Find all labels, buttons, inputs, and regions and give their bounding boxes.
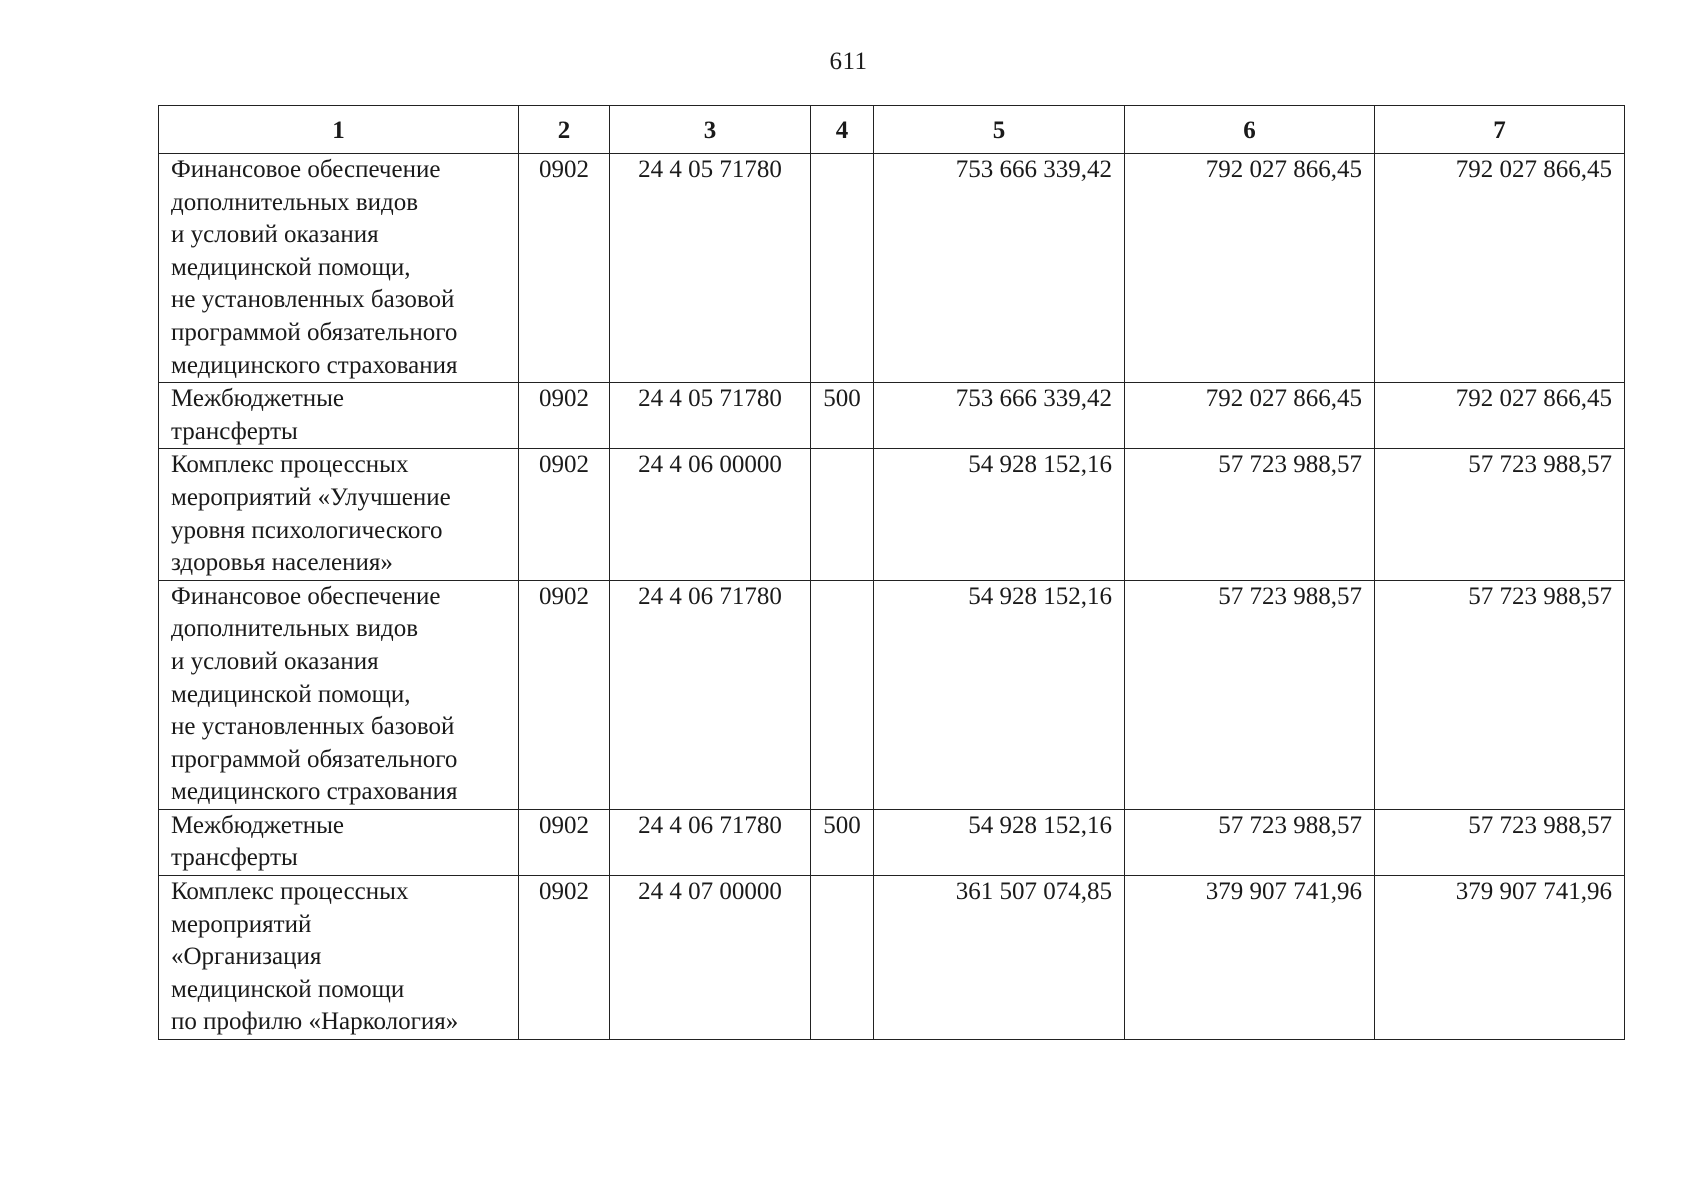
table-body	[159, 154, 1625, 1040]
row-name-line: мероприятий	[171, 910, 312, 938]
expense-type-cell	[811, 580, 874, 809]
amount-col-7-cell: 379 907 741,96	[1375, 876, 1625, 1040]
row-name-line: уровня психологического	[171, 516, 443, 544]
table-row	[159, 449, 1625, 580]
amount-col-5-cell: 54 928 152,16	[874, 580, 1125, 809]
row-name-line: Финансовое обеспечение	[171, 582, 441, 610]
section-code-cell: 0902	[519, 876, 610, 1040]
row-name-cell	[159, 383, 519, 449]
target-code-cell: 24 4 06 71780	[610, 809, 811, 875]
table-row	[159, 383, 1625, 449]
amount-col-7-cell: 57 723 988,57	[1375, 809, 1625, 875]
target-code-cell: 24 4 06 71780	[610, 580, 811, 809]
row-name-cell	[159, 809, 519, 875]
row-name-line: по профилю «Наркология»	[171, 1008, 459, 1036]
amount-col-7-cell: 57 723 988,57	[1375, 449, 1625, 580]
row-name-cell	[159, 580, 519, 809]
row-name-line: и условий оказания	[171, 647, 379, 675]
row-name-line: медицинской помощи,	[171, 680, 411, 708]
table-row	[159, 154, 1625, 383]
row-name-line: дополнительных видов	[171, 615, 419, 643]
amount-col-6-cell: 379 907 741,96	[1125, 876, 1375, 1040]
amount-col-7-cell: 792 027 866,45	[1375, 383, 1625, 449]
row-name-line: медицинского страхования	[171, 778, 458, 806]
amount-col-5-cell: 361 507 074,85	[874, 876, 1125, 1040]
header-row	[159, 106, 1625, 154]
row-name-line: мероприятий «Улучшение	[171, 483, 451, 511]
row-name-line: медицинской помощи	[171, 975, 405, 1003]
row-name-line: не установленных базовой	[171, 286, 455, 314]
section-code-cell: 0902	[519, 383, 610, 449]
expense-type-cell: 500	[811, 383, 874, 449]
amount-col-6-cell: 57 723 988,57	[1125, 449, 1375, 580]
header-col-5: 5	[874, 106, 1125, 154]
row-name-line: медицинской помощи,	[171, 253, 411, 281]
row-name-line: программой обязательного	[171, 318, 458, 346]
row-name-cell	[159, 876, 519, 1040]
row-name-cell	[159, 154, 519, 383]
amount-col-6-cell: 792 027 866,45	[1125, 154, 1375, 383]
amount-col-7-cell: 792 027 866,45	[1375, 154, 1625, 383]
section-code-cell: 0902	[519, 449, 610, 580]
amount-col-5-cell: 54 928 152,16	[874, 449, 1125, 580]
row-name-line: Комплекс процессных	[171, 878, 409, 906]
header-col-6: 6	[1125, 106, 1375, 154]
header-col-1: 1	[159, 106, 519, 154]
row-name-line: Финансовое обеспечение	[171, 156, 441, 183]
row-name-line: медицинского страхования	[171, 351, 458, 379]
row-name-line: здоровья населения»	[171, 549, 393, 577]
amount-col-6-cell: 57 723 988,57	[1125, 809, 1375, 875]
table-row	[159, 876, 1625, 1040]
row-name-line: не установленных базовой	[171, 713, 455, 741]
header-col-3: 3	[610, 106, 811, 154]
section-code-cell: 0902	[519, 154, 610, 383]
row-name-line: дополнительных видов	[171, 188, 419, 216]
section-code-cell: 0902	[519, 580, 610, 809]
section-code-cell: 0902	[519, 809, 610, 875]
expense-type-cell: 500	[811, 809, 874, 875]
amount-col-5-cell: 54 928 152,16	[874, 809, 1125, 875]
header-col-7: 7	[1375, 106, 1625, 154]
row-name-line: трансферты	[171, 844, 298, 872]
row-name-line: и условий оказания	[171, 221, 379, 249]
target-code-cell: 24 4 06 00000	[610, 449, 811, 580]
row-name-line: Комплекс процессных	[171, 451, 409, 479]
row-name-line: Межбюджетные	[171, 811, 345, 839]
page-number: 611	[829, 48, 868, 75]
header-col-2: 2	[519, 106, 610, 154]
header-col-4: 4	[811, 106, 874, 154]
expense-type-cell	[811, 154, 874, 383]
amount-col-7-cell: 57 723 988,57	[1375, 580, 1625, 809]
amount-col-6-cell: 792 027 866,45	[1125, 383, 1375, 449]
amount-col-6-cell: 57 723 988,57	[1125, 580, 1375, 809]
expense-type-cell	[811, 449, 874, 580]
amount-col-5-cell: 753 666 339,42	[874, 154, 1125, 383]
row-name-line: программой обязательного	[171, 745, 458, 773]
table-row	[159, 809, 1625, 875]
amount-col-5-cell: 753 666 339,42	[874, 383, 1125, 449]
row-name-cell	[159, 449, 519, 580]
expense-type-cell	[811, 876, 874, 1040]
row-name-line: Межбюджетные	[171, 385, 345, 413]
budget-table	[158, 105, 1625, 1040]
row-name-line: трансферты	[171, 417, 298, 445]
table-row	[159, 580, 1625, 809]
target-code-cell: 24 4 05 71780	[610, 154, 811, 383]
row-name-line: «Организация	[171, 943, 322, 971]
target-code-cell: 24 4 07 00000	[610, 876, 811, 1040]
target-code-cell: 24 4 05 71780	[610, 383, 811, 449]
